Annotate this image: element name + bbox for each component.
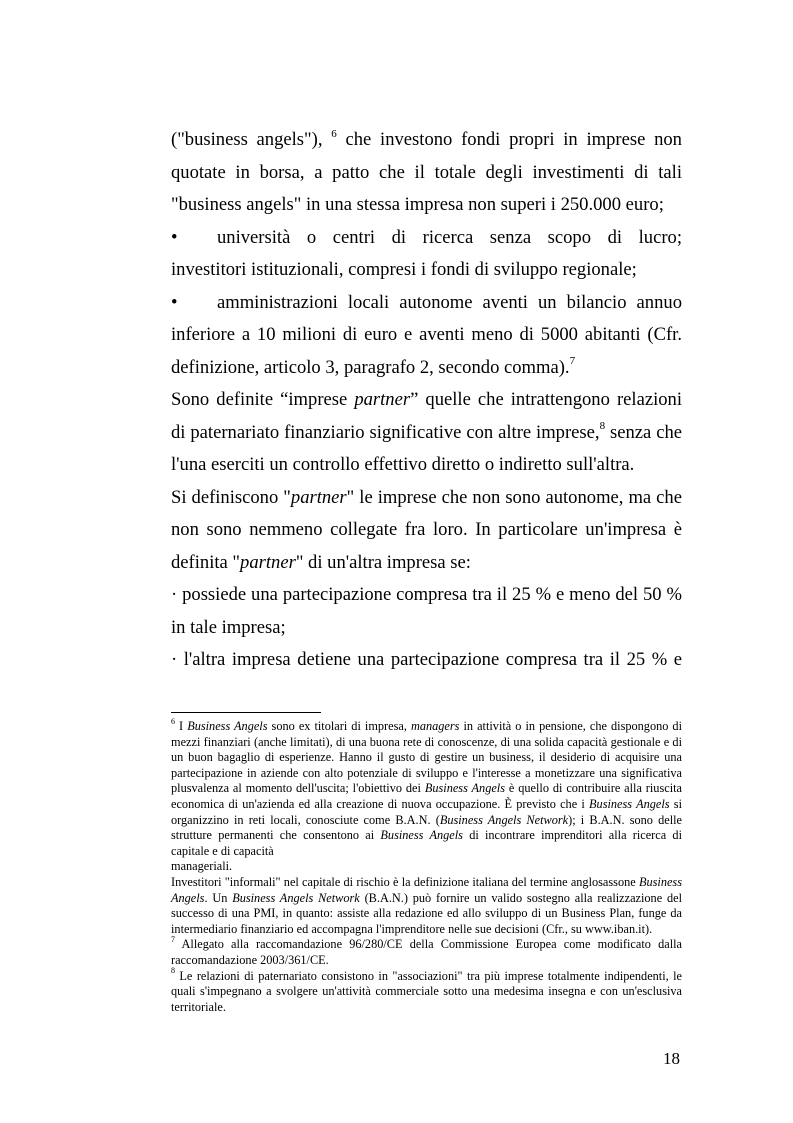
body-text (171, 124, 682, 677)
bullet-item-local-admin: • amministrazioni locali autonome aventi un bilancio annuo (171, 287, 682, 320)
list-item: · possiede una partecipazione compresa tra il 25 % e meno del 50 % in tale impresa; (171, 584, 682, 638)
paragraph-business-angels: ("business angels"), $^6$ che investono fondi propri in imprese non quotate in borsa, a patto che il totale degli investimenti di tali "business angels" in una stessa impresa non superi i 250.000 euro; (171, 127, 682, 215)
bullet-icon: • (171, 226, 178, 248)
footnote-6: $^6$ I Business Angels sono ex titolari di impresa, managers in attività o in pensione, che dispongono di mezzi finanziari (anche limitati), di una buona rete di conoscenze, di una solida capacità gestionale e di un buon bagaglio di esperienze. Hanno il gusto di gestire un business, il desiderio di acquisire una partecipazione in aziende con alto potenziale di sviluppo e l'interesse a monetizzare una significativa plusvalenza al momento dell'uscita; l'obiettivo dei Business Angels è quello di contribuire alla riuscita economica di un'azienda ed alla creazione di nuova occupazione. È previsto che i Business Angels si organizzino in reti locali, conosciute come B.A.N. (Business Angels Network); i B.A.N. sono delle strutture permanenti che consentono ai Business Angels di incontrare imprenditori alla ricerca di capitale e di capacità (171, 716, 683, 858)
bullet-item-universities: • università o centri di ricerca senza scopo di lucro; (171, 222, 682, 255)
footnote-8: $^8$ Le relazioni di paternariato consistono in "associazioni" tra più imprese totalmente indipendenti, le quali s'impegnano a svolgere un'attività commerciale sotto una medesima insegna e con un'esclusiva territoriale. (171, 966, 682, 1014)
footnote-ref-6: 6 (331, 127, 337, 140)
bullet-continuation: investitori istituzionali, compresi i fondi di sviluppo regionale; (171, 259, 637, 280)
footnote-6-paragraph-2: Investitori "informali" nel capitale di rischio è la definizione italiana del termine anglosassone Business Angels. Un Business Angels Network (B.A.N.) può fornire un valido sostegno alla realizzazione del successo di una PMI, in quanto: assiste alla redazione ed allo sviluppo di un Business Plan, funge da intermediario finanziario ed accompagna l'imprenditore nelle sue decisioni (Cfr., su www.iban.it). (171, 874, 682, 936)
footnote-6-continuation: manageriali. (171, 859, 233, 874)
footnote-7: $^7$ Allegato alla raccomandazione 96/280/CE della Commissione Europea come modificato dalla raccomandazione 2003/361/CE. (171, 935, 682, 967)
footnotes (171, 716, 683, 1015)
bullet-continuation: inferiore a 10 milioni di euro e aventi meno di 5000 abitanti (Cfr. definizione, articolo 3, paragrafo 2, secondo comma).$^7$ (171, 324, 682, 378)
page-number: 18 (663, 1049, 680, 1068)
bullet-icon: • (171, 291, 178, 313)
list-item: · l'altra impresa detiene una partecipazione compresa tra il 25 % e (171, 649, 682, 670)
paragraph-partner-definition: Sono definite “imprese partner” quelle che intrattengono relazioni di paternariato finanziario significative con altre imprese,$^8$ senza che l'una eserciti un controllo effettivo diretto o indiretto sull'altra. (171, 389, 683, 475)
paragraph-partner-criteria: Si definiscono "partner" le imprese che non sono autonome, ma che non sono nemmeno collegate fra loro. In particolare un'impresa è definita "partner" di un'altra impresa se: (171, 486, 682, 573)
footnote-ref-7: 7 (569, 355, 576, 368)
footnote-separator (171, 712, 321, 713)
footnote-ref-8: 8 (599, 420, 606, 433)
